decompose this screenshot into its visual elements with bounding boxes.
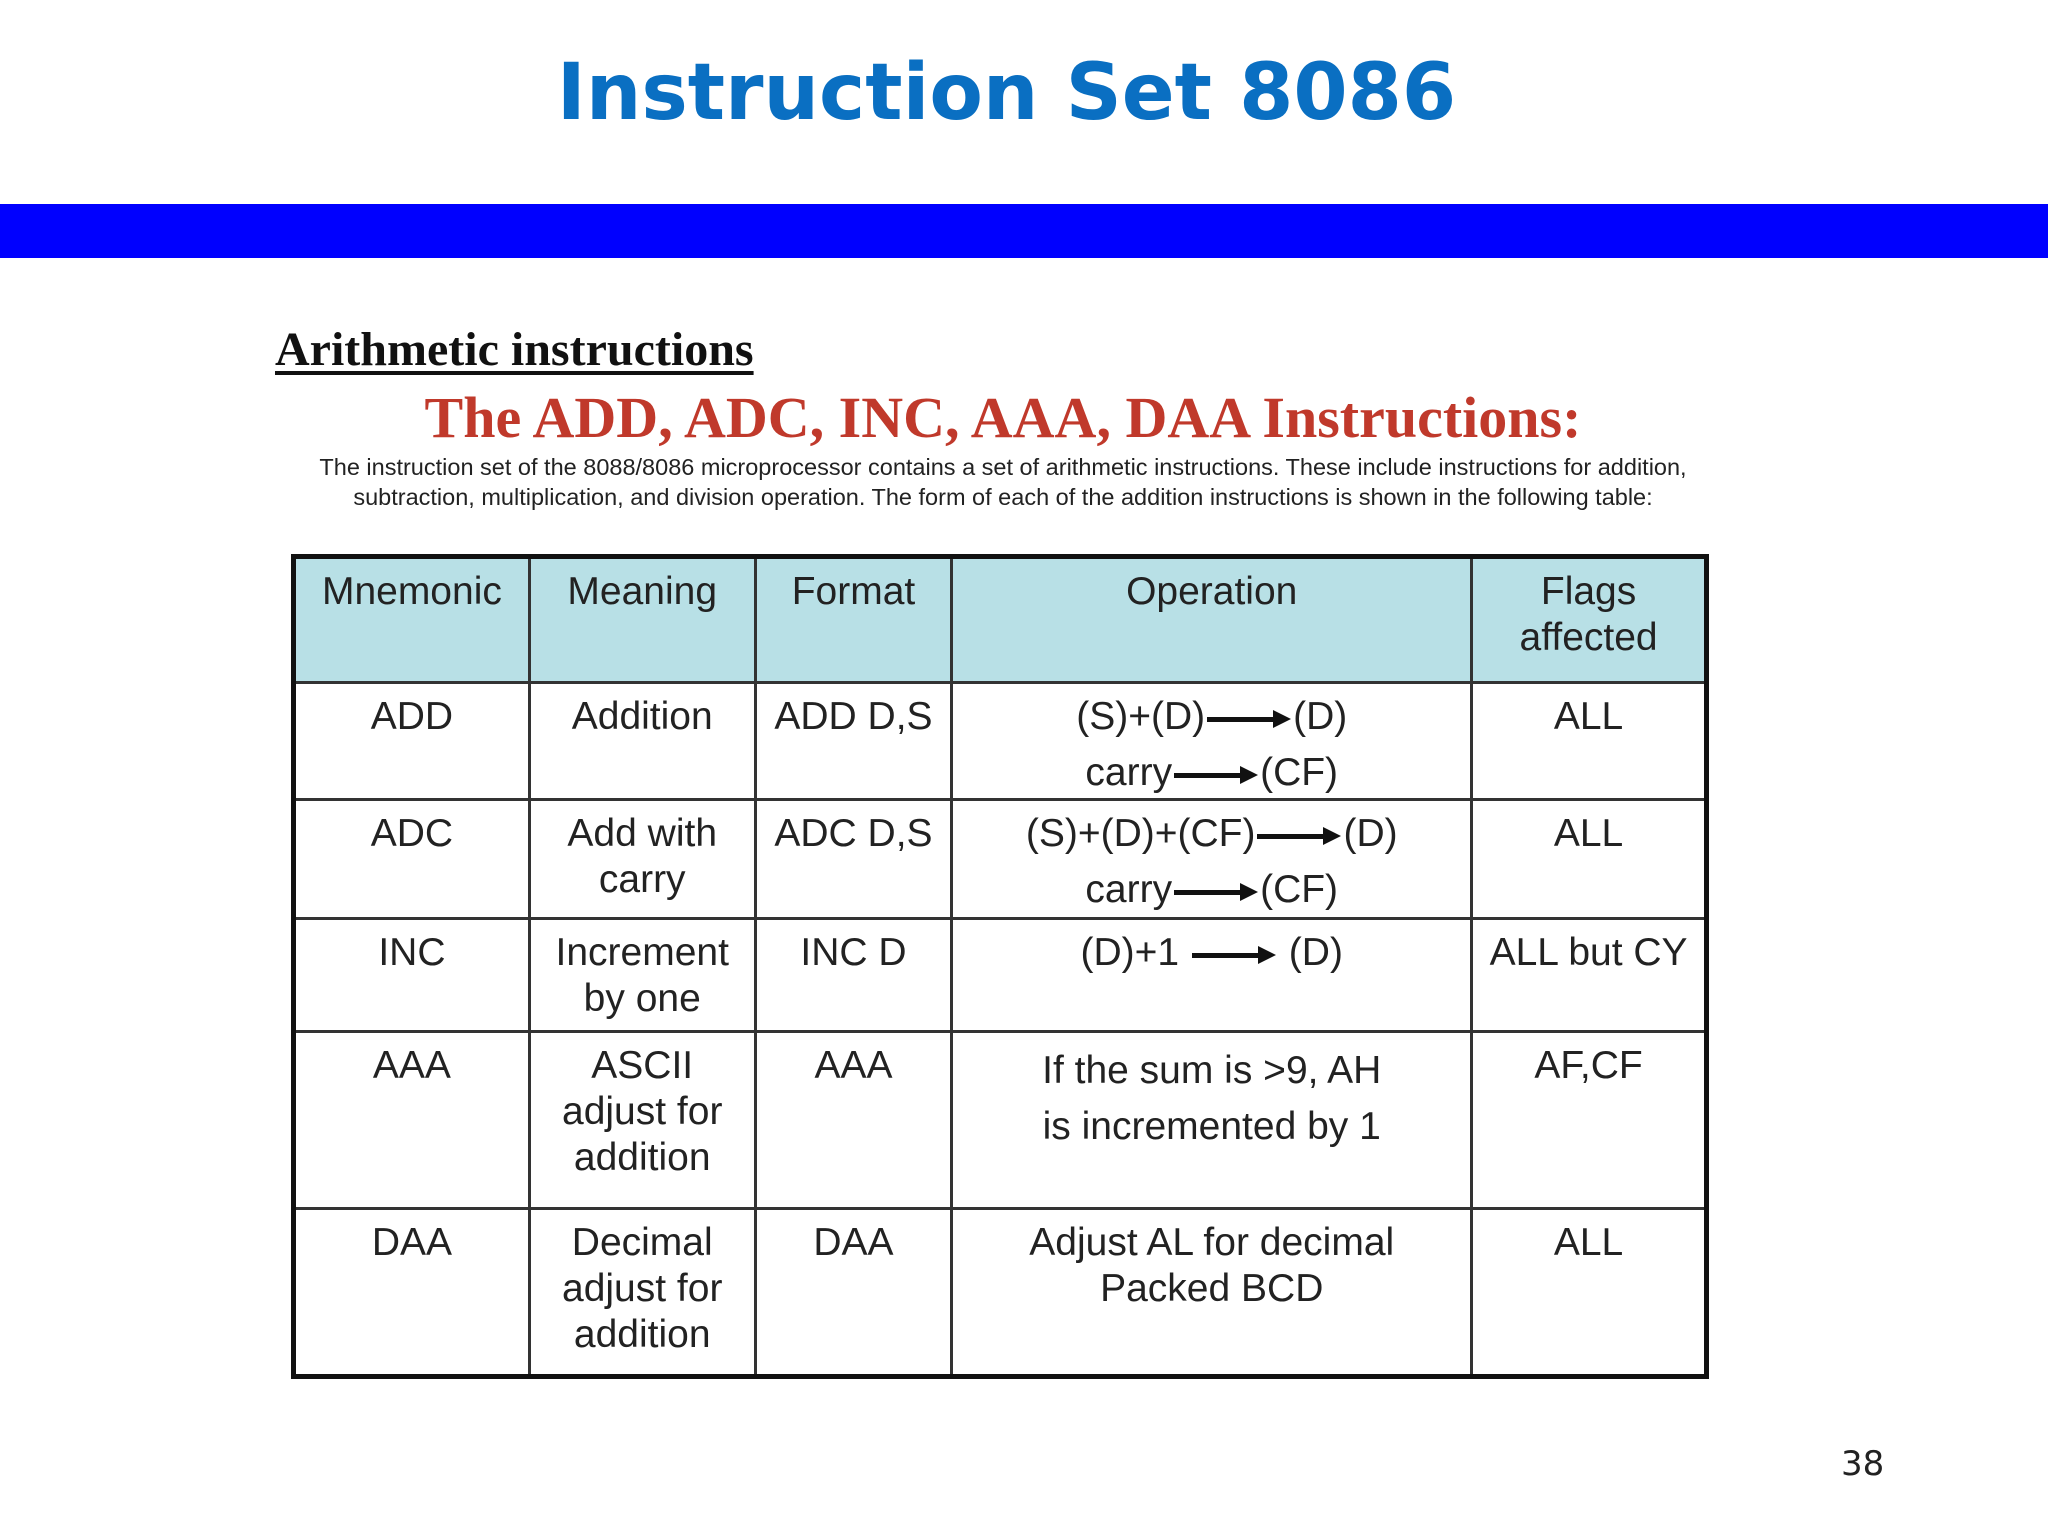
flags-cell: ALL: [1472, 800, 1707, 919]
format-cell: AAA: [755, 1032, 952, 1209]
operation-line: [957, 811, 1466, 857]
instructions-heading: The ADD, ADC, INC, AAA, DAA Instructions:: [424, 385, 1582, 450]
operation-cell: [952, 800, 1472, 919]
table-header-row: [294, 557, 1707, 683]
flags-cell: ALL but CY: [1472, 919, 1707, 1032]
operation-cell: [952, 1209, 1472, 1377]
operation-line: [957, 930, 1466, 976]
operation-line: [957, 750, 1466, 796]
operation-source: carry: [1085, 868, 1173, 911]
column-header-mnemonic: Mnemonic: [294, 557, 530, 683]
operation-text: If the sum is >9, AH is incremented by 1: [1042, 1049, 1382, 1148]
table-row: [294, 1032, 1707, 1209]
operation-source: carry: [1085, 751, 1173, 794]
right-arrow-icon: [1207, 715, 1291, 723]
slide-title: Instruction Set 8086: [556, 48, 1457, 138]
mnemonic-cell: AAA: [294, 1032, 530, 1209]
table-row: [294, 1209, 1707, 1377]
operation-destination: (CF): [1260, 868, 1339, 911]
flags-cell: ALL: [1472, 1209, 1707, 1377]
mnemonic-cell: DAA: [294, 1209, 530, 1377]
operation-cell: [952, 919, 1472, 1032]
operation-source: (S)+(D)+(CF): [1025, 812, 1256, 855]
table-row: [294, 800, 1707, 919]
operation-destination: (CF): [1260, 751, 1339, 794]
table-row: [294, 683, 1707, 800]
operation-destination: (D): [1288, 931, 1343, 974]
operation-destination: (D): [1343, 812, 1398, 855]
operation-source: (S)+(D): [1076, 695, 1206, 738]
mnemonic-cell: ADD: [294, 683, 530, 800]
meaning-cell: Decimal adjust for addition: [529, 1209, 755, 1377]
meaning-cell: Increment by one: [529, 919, 755, 1032]
meaning-cell: Add with carry: [529, 800, 755, 919]
operation-text: Adjust AL for decimal Packed BCD: [1029, 1221, 1395, 1310]
instruction-table: [291, 554, 1709, 1379]
operation-cell: [952, 1032, 1472, 1209]
flags-cell: ALL: [1472, 683, 1707, 800]
right-arrow-icon: [1192, 951, 1276, 959]
mnemonic-cell: ADC: [294, 800, 530, 919]
intro-paragraph: The instruction set of the 8088/8086 microprocessor contains a set of arithmetic instructions. These include instructions for addition, subtraction, multiplication, and division operation. The form of each of the addition instructions is shown in the following table:: [319, 454, 1687, 510]
column-header-format: Format: [755, 557, 952, 683]
page-number: 38: [1841, 1444, 1885, 1484]
right-arrow-icon: [1257, 832, 1341, 840]
operation-destination: (D): [1293, 695, 1348, 738]
format-cell: DAA: [755, 1209, 952, 1377]
operation-line: [957, 694, 1466, 740]
right-arrow-icon: [1174, 888, 1258, 896]
meaning-cell: ASCII adjust for addition: [529, 1032, 755, 1209]
flags-cell: AF,CF: [1472, 1032, 1707, 1209]
table-row: [294, 919, 1707, 1032]
format-cell: ADD D,S: [755, 683, 952, 800]
column-header-operation: Operation: [952, 557, 1472, 683]
operation-cell: [952, 683, 1472, 800]
mnemonic-cell: INC: [294, 919, 530, 1032]
format-cell: INC D: [755, 919, 952, 1032]
title-accent-bar: [0, 204, 2048, 258]
operation-source: (D)+1: [1080, 931, 1180, 974]
format-cell: ADC D,S: [755, 800, 952, 919]
section-heading: Arithmetic instructions: [275, 323, 754, 376]
right-arrow-icon: [1174, 771, 1258, 779]
operation-line: [957, 867, 1466, 913]
column-header-flags: Flags affected: [1472, 557, 1707, 683]
column-header-meaning: Meaning: [529, 557, 755, 683]
meaning-cell: Addition: [529, 683, 755, 800]
